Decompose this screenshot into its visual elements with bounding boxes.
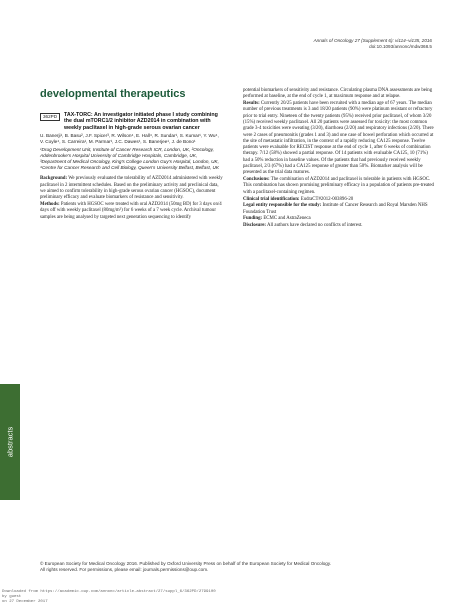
legal-entity-label: Legal entity responsible for the study: xyxy=(243,203,322,209)
left-column xyxy=(40,112,223,221)
conclusions-text: The combination of AZD2014 and paclitaxel is tolerable in patients with HGSOC. This combination has shown promising preliminary efficacy in a population of patients pre-treated with a paclitaxel-containing regimen. xyxy=(243,177,434,195)
affiliations: ¹Drug Development Unit, Institute of Cancer Research ICR, London, UK, ²Oncology, Addenbrooke's Hospital University of Cambridge Hospitals, Cambridge, UK, ³Department of Medical Oncology, King's College London Guy's Hospital, London, UK, ⁴Centre for Cancer Research and Cell Biology, Queen's University Belfast, Belfast, UK xyxy=(40,146,219,171)
registration-label: Clinical trial identification: xyxy=(243,196,300,202)
journal-header xyxy=(232,38,432,50)
results-text: Currently 20/25 patients have been recruited with a median age of 67 years. The median number of previous treatments is 3 and 18/20 patients (90%) were platinum resistant or refractory prior to trial entry. Nineteen of the twenty patients (95%) received prior paclitaxel, of whom 3/20 (15%) received weekly paclitaxel. All 20 patients were assessed for toxicity: the most common grade 3-4 toxicities were sweating (3/20), diarrhoea (2/20) and respiratory infections (2/20). There were 2 cases of pneumonitis (grades 1 and 3) and one case of bowel perforation which occurred at the site of metastatic infiltration, in the context of a rapidly reducing CA125 response. Twelve patients were evaluable for RECIST response at the end of cycle 1, after 6 weeks of combination therapy. 7/12 (58%) showed a partial response. Of 14 patients with evaluable CA125, 10 (71%) had a 50% reduction in baseline values. Of the patients that had previously received weekly paclitaxel, 2/3 (67%) had a CA125 response of greater than 50%. Biomarker analysis will be presented as the trial data matures. xyxy=(243,101,434,176)
abstracts-tab-label: abstracts xyxy=(5,426,15,458)
methods-text: Patients with HGSOC were treated with oral AZD2014 (50mg BD) for 3 days on/4 days off with weekly paclitaxel (80mg/m²) for 6 weeks of a 7 week cycle. Archival tumour samples are being analysed by targeted next generation sequencing to identify xyxy=(40,202,222,220)
abstract-heading xyxy=(40,112,223,131)
background-label: Background: xyxy=(40,176,68,182)
permissions-line: All rights reserved. For permissions, please email: journals.permissions@oup.com. xyxy=(40,567,209,572)
background-text: We previously evaluated the tolerability of AZD2014 administered with weekly paclitaxel in 2 intermittent schedules. Based on the preliminary activity and preclinical data, we aimed to confirm tolerability in high-grade serous ovarian cancer (HGSOC), document preliminary efficacy and evaluate biomarkers of resistance and sensitivity. xyxy=(40,176,223,201)
right-column xyxy=(243,88,435,230)
download-watermark xyxy=(2,590,322,605)
copyright-footer xyxy=(40,561,460,573)
funding-paragraph xyxy=(243,216,435,222)
methods-label: Methods: xyxy=(40,202,60,208)
results-paragraph xyxy=(243,101,435,177)
download-url-line: Downloaded from https://academic.oup.com/annonc/article-abstract/27/suppl_6/362PD/2799100 xyxy=(2,590,216,594)
registration-text: EudraCT#2012-003896-20 xyxy=(300,196,354,202)
disclosure-label: Disclosure: xyxy=(243,223,267,229)
section-title: developmental therapeutics xyxy=(40,88,186,100)
results-label: Results: xyxy=(243,101,260,107)
legal-entity-text: Institute of Cancer Research and Royal Marsden NHS Foundation Trust xyxy=(243,203,428,215)
conclusions-paragraph xyxy=(243,177,435,196)
journal-doi: doi:10.1093/annonc/mdw368.5 xyxy=(369,44,432,50)
methods-continued: potential biomarkers of sensitivity and resistance. Circulating plasma DNA assessments are being performed at baseline, at the end of cycle 1, at maximum response and at relapse. xyxy=(243,88,433,100)
copyright-line: © European Society for Medical Oncology 2016. Published by Oxford University Press on behalf of the European Society for Medical Oncology. xyxy=(40,561,332,566)
download-guest-line: by guest xyxy=(2,595,22,599)
download-date-line: on 27 December 2017 xyxy=(2,600,48,604)
registration-paragraph xyxy=(243,197,435,203)
legal-entity-paragraph xyxy=(243,203,435,216)
disclosure-paragraph xyxy=(243,223,435,229)
funding-text: ECMC and AstraZeneca xyxy=(263,216,311,222)
abstract-title: TAX-TORC: An investigator initiated phase I study combining the dual mTORC1/2 inhibitor AZD2014 in combination with weekly paclitaxel in high-grade serous ovarian cancer xyxy=(64,112,218,131)
abstract-id-badge: 362PD xyxy=(40,113,60,121)
funding-label: Funding: xyxy=(243,216,263,222)
journal-citation: Annals of Oncology 27 (Supplement 6): vi114–vi135, 2016 xyxy=(313,38,432,43)
disclosure-text: All authors have declared no conflicts of interest. xyxy=(267,223,363,229)
background-paragraph xyxy=(40,176,223,201)
conclusions-label: Conclusions: xyxy=(243,177,270,183)
author-list: U. Banerji¹, B. Basu², J.F. Spicer³, R. Wilson⁴, E. Hall⁴, R. Sundar¹, S. Kumar¹, Y. Wu⁴, V. Coyle⁴, S. Carreira¹, M. Parmar¹, J.C. Dawes¹, S. Banerjee¹, J. de Bono¹ xyxy=(40,133,219,145)
methods-paragraph xyxy=(40,202,223,221)
